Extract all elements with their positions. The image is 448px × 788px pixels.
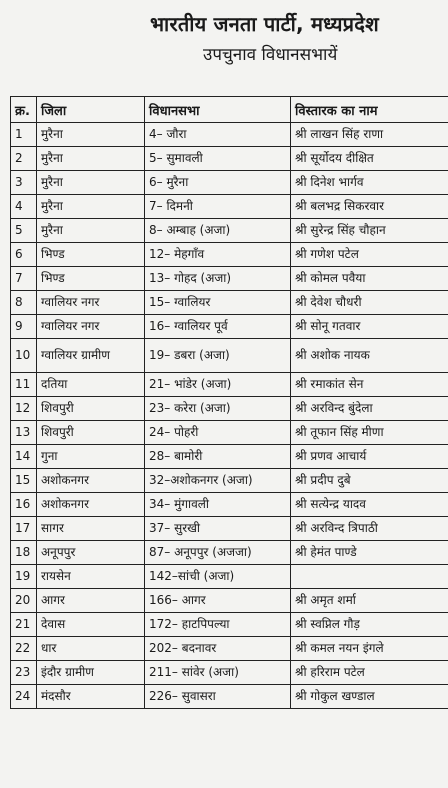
table-header: [11, 97, 448, 123]
cell-district: अशोकनगर: [37, 469, 145, 493]
table-row: [11, 469, 448, 493]
cell-extender-name: श्री दिनेश भार्गव: [291, 171, 448, 195]
cell-extender-name: श्री तूफान सिंह मीणा: [291, 421, 448, 445]
table-header-row: [11, 97, 448, 123]
cell-district: शिवपुरी: [37, 421, 145, 445]
table-row: [11, 397, 448, 421]
cell-assembly: 19– डबरा (अजा): [145, 339, 291, 373]
table-row: [11, 195, 448, 219]
cell-district: मुरैना: [37, 195, 145, 219]
cell-district: दतिया: [37, 373, 145, 397]
cell-extender-name: [291, 565, 448, 589]
cell-assembly: 8– अम्बाह (अजा): [145, 219, 291, 243]
table-row: [11, 685, 448, 709]
cell-district: धार: [37, 637, 145, 661]
cell-extender-name: श्री सूर्योदय दीक्षित: [291, 147, 448, 171]
table-row: [11, 445, 448, 469]
table-row: [11, 517, 448, 541]
cell-extender-name: श्री रमाकांत सेन: [291, 373, 448, 397]
cell-district: मुरैना: [37, 123, 145, 147]
table-row: [11, 589, 448, 613]
cell-extender-name: श्री लाखन सिंह राणा: [291, 123, 448, 147]
cell-district: अनूपपुर: [37, 541, 145, 565]
table-row: [11, 123, 448, 147]
cell-district: ग्वालियर ग्रामीण: [37, 339, 145, 373]
cell-extender-name: श्री अरविन्द बुंदेला: [291, 397, 448, 421]
cell-extender-name: श्री स्वप्निल गौड़: [291, 613, 448, 637]
cell-serial: 14: [11, 445, 37, 469]
cell-district: भिण्ड: [37, 243, 145, 267]
cell-serial: 3: [11, 171, 37, 195]
cell-district: अशोकनगर: [37, 493, 145, 517]
document-header: [0, 0, 448, 92]
cell-extender-name: श्री सोनू गतवार: [291, 315, 448, 339]
cell-extender-name: श्री हेमंत पाण्डे: [291, 541, 448, 565]
cell-serial: 18: [11, 541, 37, 565]
cell-extender-name: श्री हरिराम पटेल: [291, 661, 448, 685]
cell-serial: 16: [11, 493, 37, 517]
table-row: [11, 637, 448, 661]
cell-district: आगर: [37, 589, 145, 613]
column-header-serial: क्र.: [11, 97, 37, 123]
cell-serial: 24: [11, 685, 37, 709]
cell-assembly: 13– गोहद (अजा): [145, 267, 291, 291]
cell-extender-name: श्री गणेश पटेल: [291, 243, 448, 267]
cell-serial: 23: [11, 661, 37, 685]
cell-assembly: 7– दिमनी: [145, 195, 291, 219]
cell-assembly: 21– भांडेर (अजा): [145, 373, 291, 397]
cell-assembly: 202– बदनावर: [145, 637, 291, 661]
cell-serial: 1: [11, 123, 37, 147]
cell-district: रायसेन: [37, 565, 145, 589]
cell-serial: 10: [11, 339, 37, 373]
cell-extender-name: श्री अमृत शर्मा: [291, 589, 448, 613]
cell-assembly: 34– मुंगावली: [145, 493, 291, 517]
cell-extender-name: श्री प्रणव आचार्य: [291, 445, 448, 469]
cell-extender-name: श्री कमल नयन इंगले: [291, 637, 448, 661]
cell-assembly: 15– ग्वालियर: [145, 291, 291, 315]
cell-serial: 5: [11, 219, 37, 243]
cell-serial: 12: [11, 397, 37, 421]
table-row: [11, 171, 448, 195]
cell-assembly: 5– सुमावली: [145, 147, 291, 171]
cell-extender-name: श्री कोमल पवैया: [291, 267, 448, 291]
table-body: [11, 123, 448, 709]
cell-district: ग्वालियर नगर: [37, 315, 145, 339]
table-row: [11, 315, 448, 339]
table-row: [11, 421, 448, 445]
cell-extender-name: श्री देवेश चौधरी: [291, 291, 448, 315]
cell-assembly: 12– मेहगाँव: [145, 243, 291, 267]
cell-district: शिवपुरी: [37, 397, 145, 421]
table-row: [11, 243, 448, 267]
assembly-table: [10, 96, 448, 709]
table-row: [11, 565, 448, 589]
column-header-assembly: विधानसभा: [145, 97, 291, 123]
cell-extender-name: श्री गोकुल खण्डाल: [291, 685, 448, 709]
cell-assembly: 172– हाटपिपल्या: [145, 613, 291, 637]
cell-assembly: 87– अनूपपुर (अजजा): [145, 541, 291, 565]
document-title: भारतीय जनता पार्टी, मध्यप्रदेश: [150, 12, 379, 36]
cell-serial: 2: [11, 147, 37, 171]
cell-assembly: 23– करेरा (अजा): [145, 397, 291, 421]
cell-assembly: 28– बामोरी: [145, 445, 291, 469]
table-row: [11, 291, 448, 315]
cell-district: मुरैना: [37, 219, 145, 243]
cell-district: मंदसौर: [37, 685, 145, 709]
cell-district: गुना: [37, 445, 145, 469]
cell-serial: 17: [11, 517, 37, 541]
cell-serial: 8: [11, 291, 37, 315]
cell-serial: 9: [11, 315, 37, 339]
cell-assembly: 142–सांची (अजा): [145, 565, 291, 589]
cell-assembly: 4– जौरा: [145, 123, 291, 147]
cell-serial: 7: [11, 267, 37, 291]
cell-extender-name: श्री अरविन्द त्रिपाठी: [291, 517, 448, 541]
cell-serial: 11: [11, 373, 37, 397]
cell-extender-name: श्री सत्येन्द्र यादव: [291, 493, 448, 517]
cell-serial: 15: [11, 469, 37, 493]
cell-serial: 4: [11, 195, 37, 219]
cell-assembly: 32–अशोकनगर (अजा): [145, 469, 291, 493]
cell-serial: 19: [11, 565, 37, 589]
column-header-district: जिला: [37, 97, 145, 123]
cell-district: देवास: [37, 613, 145, 637]
cell-assembly: 6– मुरैना: [145, 171, 291, 195]
cell-assembly: 16– ग्वालियर पूर्व: [145, 315, 291, 339]
table-row: [11, 373, 448, 397]
cell-assembly: 166– आगर: [145, 589, 291, 613]
document-subtitle: उपचुनाव विधानसभायें: [203, 45, 338, 65]
cell-serial: 20: [11, 589, 37, 613]
cell-district: भिण्ड: [37, 267, 145, 291]
cell-district: सागर: [37, 517, 145, 541]
table-row: [11, 267, 448, 291]
cell-serial: 21: [11, 613, 37, 637]
cell-district: मुरैना: [37, 147, 145, 171]
table-row: [11, 661, 448, 685]
cell-extender-name: श्री बलभद्र सिकरवार: [291, 195, 448, 219]
cell-assembly: 37– सुरखी: [145, 517, 291, 541]
table-row: [11, 147, 448, 171]
table-row: [11, 339, 448, 373]
cell-serial: 6: [11, 243, 37, 267]
table-row: [11, 541, 448, 565]
cell-assembly: 226– सुवासरा: [145, 685, 291, 709]
column-header-extender-name: विस्तारक का नाम: [291, 97, 448, 123]
table-row: [11, 613, 448, 637]
cell-district: मुरैना: [37, 171, 145, 195]
cell-serial: 22: [11, 637, 37, 661]
cell-assembly: 24– पोहरी: [145, 421, 291, 445]
cell-extender-name: श्री अशोक नायक: [291, 339, 448, 373]
cell-serial: 13: [11, 421, 37, 445]
cell-district: इंदौर ग्रामीण: [37, 661, 145, 685]
table-row: [11, 493, 448, 517]
cell-extender-name: श्री प्रदीप दुबे: [291, 469, 448, 493]
cell-district: ग्वालियर नगर: [37, 291, 145, 315]
table-row: [11, 219, 448, 243]
cell-extender-name: श्री सुरेन्द्र सिंह चौहान: [291, 219, 448, 243]
cell-assembly: 211– सांवेर (अजा): [145, 661, 291, 685]
